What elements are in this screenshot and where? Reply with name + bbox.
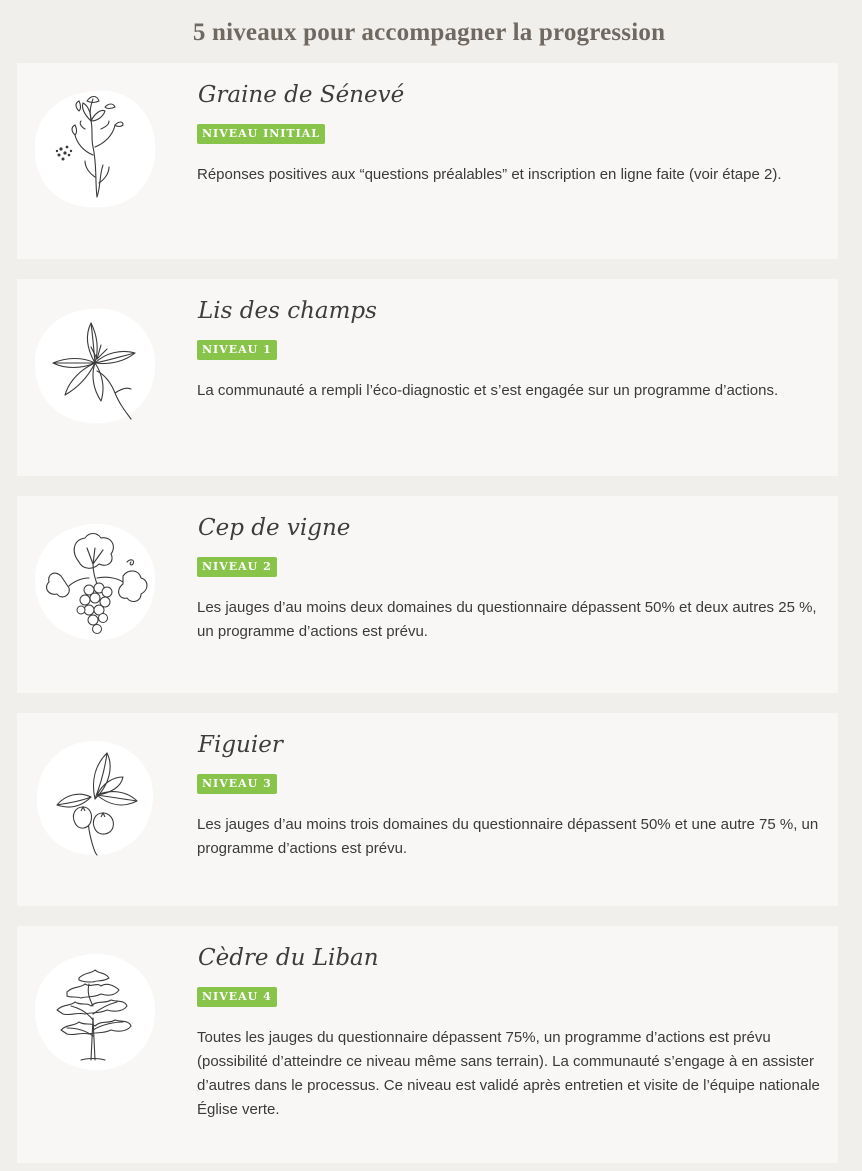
level-badge: NIVEAU 4 [197, 987, 277, 1007]
level-card-1 [17, 279, 838, 476]
level-badge: NIVEAU INITIAL [197, 124, 325, 144]
level-card-initial [17, 63, 838, 259]
level-title: Cèdre du Liban [198, 945, 379, 971]
level-description: La communauté a rempli l’éco-diagnostic et s’est engagée sur un programme d’actions. [197, 382, 779, 399]
level-description: Les jauges d’au moins trois domaines du questionnaire dépassent 50% et une autre 75 %, un programme d’actions est prévu. [197, 816, 819, 857]
level-card-2 [17, 496, 838, 693]
level-badge: NIVEAU 3 [197, 774, 277, 794]
grapevine-icon [31, 518, 159, 646]
level-description: Toutes les jauges du questionnaire dépassent 75%, un programme d’actions est prévu (possibilité d’atteindre ce niveau même sans terrain). La communauté s’engage à en assister d’autres dans le processus. Ce niveau est validé après entretien et visite de l’équipe nationale Église verte. [197, 1029, 820, 1118]
cedar-tree-icon [31, 948, 159, 1076]
level-title: Lis des champs [198, 298, 377, 324]
level-title: Figuier [198, 732, 283, 758]
lily-icon [31, 301, 159, 429]
level-description: Les jauges d’au moins deux domaines du questionnaire dépassent 50% et deux autres 25 %, un programme d’actions est prévu. [197, 599, 817, 640]
level-card-3 [17, 713, 838, 906]
level-description: Réponses positives aux “questions préalables” et inscription en ligne faite (voir étape 2). [197, 166, 782, 183]
level-title: Cep de vigne [198, 515, 351, 541]
level-badge: NIVEAU 2 [197, 557, 277, 577]
fig-icon [31, 735, 159, 863]
level-title: Graine de Sénevé [198, 82, 405, 108]
level-badge: NIVEAU 1 [197, 340, 277, 360]
mustard-flower-icon [31, 85, 159, 213]
level-card-4 [17, 926, 838, 1163]
page-title: 5 niveaux pour accompagner la progression [192, 19, 666, 46]
